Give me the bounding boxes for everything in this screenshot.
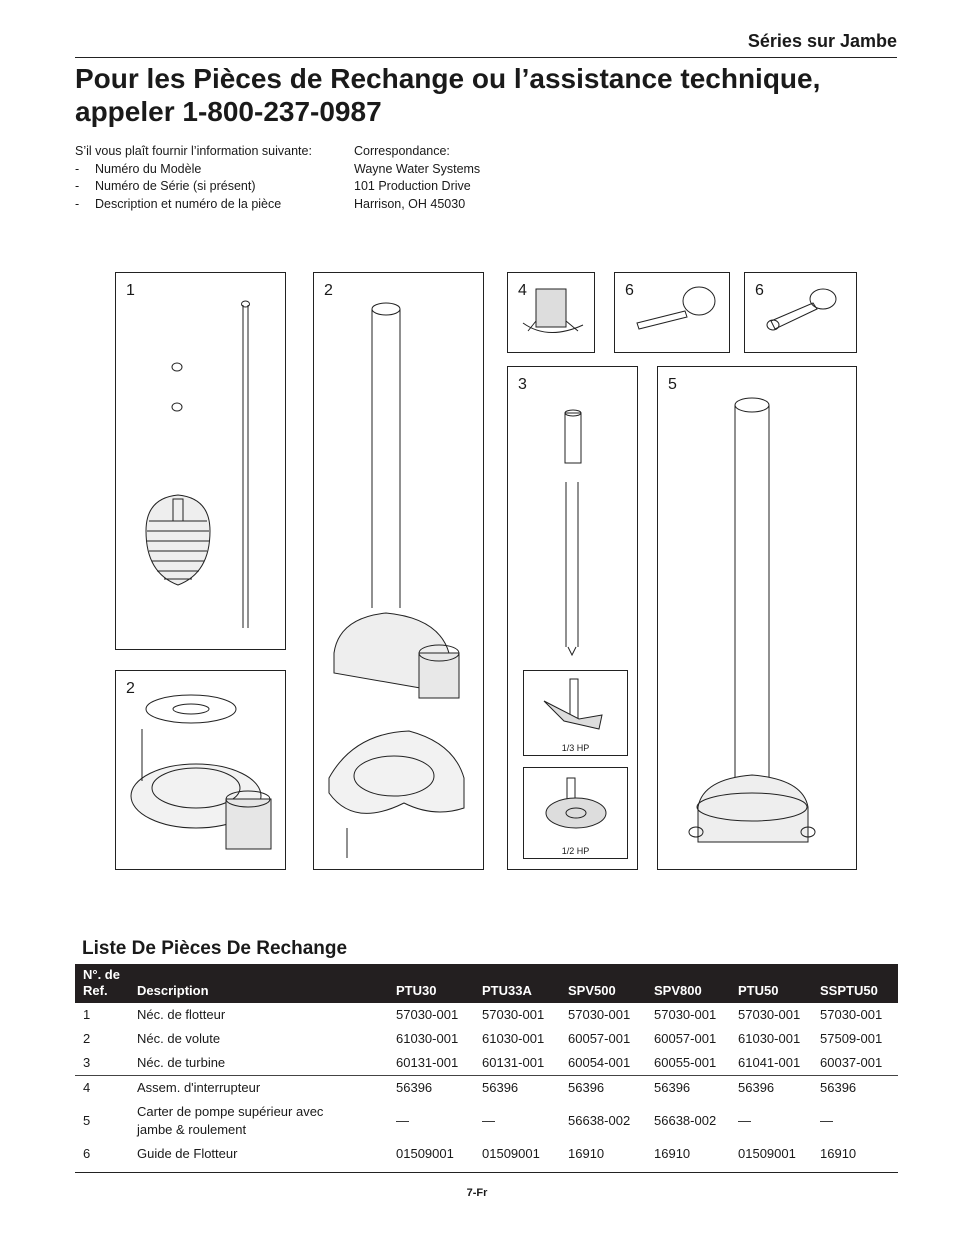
table-cell: — xyxy=(820,1113,833,1128)
figure-number: 6 xyxy=(755,282,764,299)
figure-number: 6 xyxy=(625,282,634,299)
figure-number: 5 xyxy=(668,376,677,393)
info-item: - Description et numéro de la pièce xyxy=(75,196,282,211)
figure-impeller-assembly xyxy=(507,366,638,870)
table-row xyxy=(75,1100,898,1142)
table-cell: 56638-002 xyxy=(654,1113,717,1128)
series-label: Séries sur Jambe xyxy=(747,31,897,51)
table-row xyxy=(75,1142,898,1166)
table-cell: 61030-001 xyxy=(738,1031,801,1046)
table-cell: Néc. de flotteur xyxy=(137,1007,226,1022)
info-item: - Numéro de Série (si présent) xyxy=(75,179,256,193)
table-cell: 5 xyxy=(83,1113,91,1128)
column-illustration xyxy=(658,367,858,871)
table-row xyxy=(75,1003,898,1027)
header-rule xyxy=(75,57,897,58)
figure-pump-housing xyxy=(313,272,484,870)
table-cell: — xyxy=(396,1113,409,1128)
table-cell: 56396 xyxy=(560,1076,646,1101)
figure-number: 4 xyxy=(518,282,527,299)
parts-list-title: Liste De Pièces De Rechange xyxy=(82,938,348,959)
table-cell: 01509001 xyxy=(738,1146,796,1161)
table-cell: 16910 xyxy=(820,1146,857,1161)
col-header: PTU50 xyxy=(738,983,779,998)
table-cell: 2 xyxy=(83,1031,91,1046)
float-illustration xyxy=(116,273,287,651)
housing-illustration xyxy=(314,273,485,871)
info-request-heading: S’il vous plaît fournir l’information suivante: xyxy=(75,144,312,158)
table-cell: 3 xyxy=(83,1055,91,1070)
table-cell: 6 xyxy=(83,1146,91,1161)
table-cell: 57030-001 xyxy=(482,1007,545,1022)
table-cell: 16910 xyxy=(568,1146,605,1161)
table-cell: 57030-001 xyxy=(820,1007,883,1022)
table-cell: 61030-001 xyxy=(396,1031,459,1046)
correspondence-heading: Correspondance: xyxy=(354,144,450,158)
figure-number: 1 xyxy=(126,282,135,299)
float-guide-illustration xyxy=(615,273,731,354)
table-cell: 60057-001 xyxy=(568,1031,631,1046)
float-guide-alt-illustration xyxy=(745,273,858,354)
table-cell: 56396 xyxy=(474,1076,560,1101)
table-cell: 01509001 xyxy=(396,1146,454,1161)
figure-float-assembly xyxy=(115,272,286,650)
table-cell: 1 xyxy=(83,1007,91,1022)
address-line: 101 Production Drive xyxy=(354,179,471,193)
col-header: SPV800 xyxy=(654,983,702,998)
table-cell: 61041-001 xyxy=(738,1055,801,1070)
correspondence-address xyxy=(354,143,480,213)
figure-float-guide-alt xyxy=(744,272,857,353)
table-cell: 4 xyxy=(75,1076,129,1101)
table-cell: — xyxy=(738,1113,751,1128)
table-cell: 60131-001 xyxy=(396,1055,459,1070)
impeller-caption: 1/3 HP xyxy=(561,743,590,753)
table-row xyxy=(75,1076,898,1101)
table-cell: 56396 xyxy=(730,1076,812,1101)
col-header: SSPTU50 xyxy=(820,983,878,998)
figure-switch-assembly xyxy=(507,272,595,353)
figure-pump-column xyxy=(657,366,857,870)
table-row xyxy=(75,1027,898,1051)
table-cell: Néc. de volute xyxy=(137,1031,221,1046)
table-cell: 56396 xyxy=(812,1076,898,1101)
table-cell: 57509-001 xyxy=(820,1031,883,1046)
table-cell: Assem. d'interrupteur xyxy=(129,1076,388,1101)
figure-number: 2 xyxy=(324,282,333,299)
table-cell: 60054-001 xyxy=(568,1055,631,1070)
impeller-1-2-hp xyxy=(523,767,628,859)
table-cell: 57030-001 xyxy=(568,1007,631,1022)
parts-table xyxy=(75,964,898,1166)
table-cell: Néc. de turbine xyxy=(137,1055,226,1070)
address-line: Wayne Water Systems xyxy=(354,161,481,176)
table-header-row xyxy=(75,964,898,1003)
table-cell: 61030-001 xyxy=(482,1031,545,1046)
address-line: Harrison, OH 45030 xyxy=(354,196,466,211)
table-cell: 60131-001 xyxy=(482,1055,545,1070)
info-request xyxy=(75,143,312,213)
table-cell: 56638-002 xyxy=(568,1113,631,1128)
title-line-1: Pour les Pièces de Rechange ou l’assistance technique, xyxy=(75,63,821,94)
col-header: N°. de Ref. xyxy=(83,967,120,998)
switch-illustration xyxy=(508,273,596,354)
figure-float-guide xyxy=(614,272,730,353)
table-cell: 56396 xyxy=(388,1076,474,1101)
volute-illustration xyxy=(116,671,287,871)
col-header: PTU30 xyxy=(396,983,437,998)
impeller-1-3-hp xyxy=(523,670,628,756)
page-title xyxy=(75,62,905,128)
col-header: Description xyxy=(137,983,209,998)
title-line-2: appeler 1-800-237-0987 xyxy=(75,96,382,127)
col-header: PTU33A xyxy=(482,983,532,998)
table-cell: 16910 xyxy=(654,1146,691,1161)
table-cell: 60057-001 xyxy=(654,1031,717,1046)
figure-volute-lower xyxy=(115,670,286,870)
figure-number: 3 xyxy=(518,376,527,393)
table-cell: 01509001 xyxy=(482,1146,540,1161)
table-row xyxy=(75,1051,898,1076)
table-cell: 57030-001 xyxy=(654,1007,717,1022)
info-item: - Numéro du Modèle xyxy=(75,161,202,176)
table-cell: 60055-001 xyxy=(654,1055,717,1070)
table-cell: 57030-001 xyxy=(396,1007,459,1022)
table-cell: Guide de Flotteur xyxy=(137,1146,238,1161)
table-cell: Carter de pompe supérieur avec jambe & roulement xyxy=(137,1104,324,1137)
col-header: SPV500 xyxy=(568,983,616,998)
impeller-caption: 1/2 HP xyxy=(561,846,590,856)
figure-number: 2 xyxy=(126,680,135,697)
table-cell: — xyxy=(482,1113,495,1128)
page-number: 7-Fr xyxy=(466,1187,488,1199)
table-cell: 56396 xyxy=(646,1076,730,1101)
table-cell: 57030-001 xyxy=(738,1007,801,1022)
table-cell: 60037-001 xyxy=(820,1055,883,1070)
footer-rule xyxy=(75,1172,898,1173)
